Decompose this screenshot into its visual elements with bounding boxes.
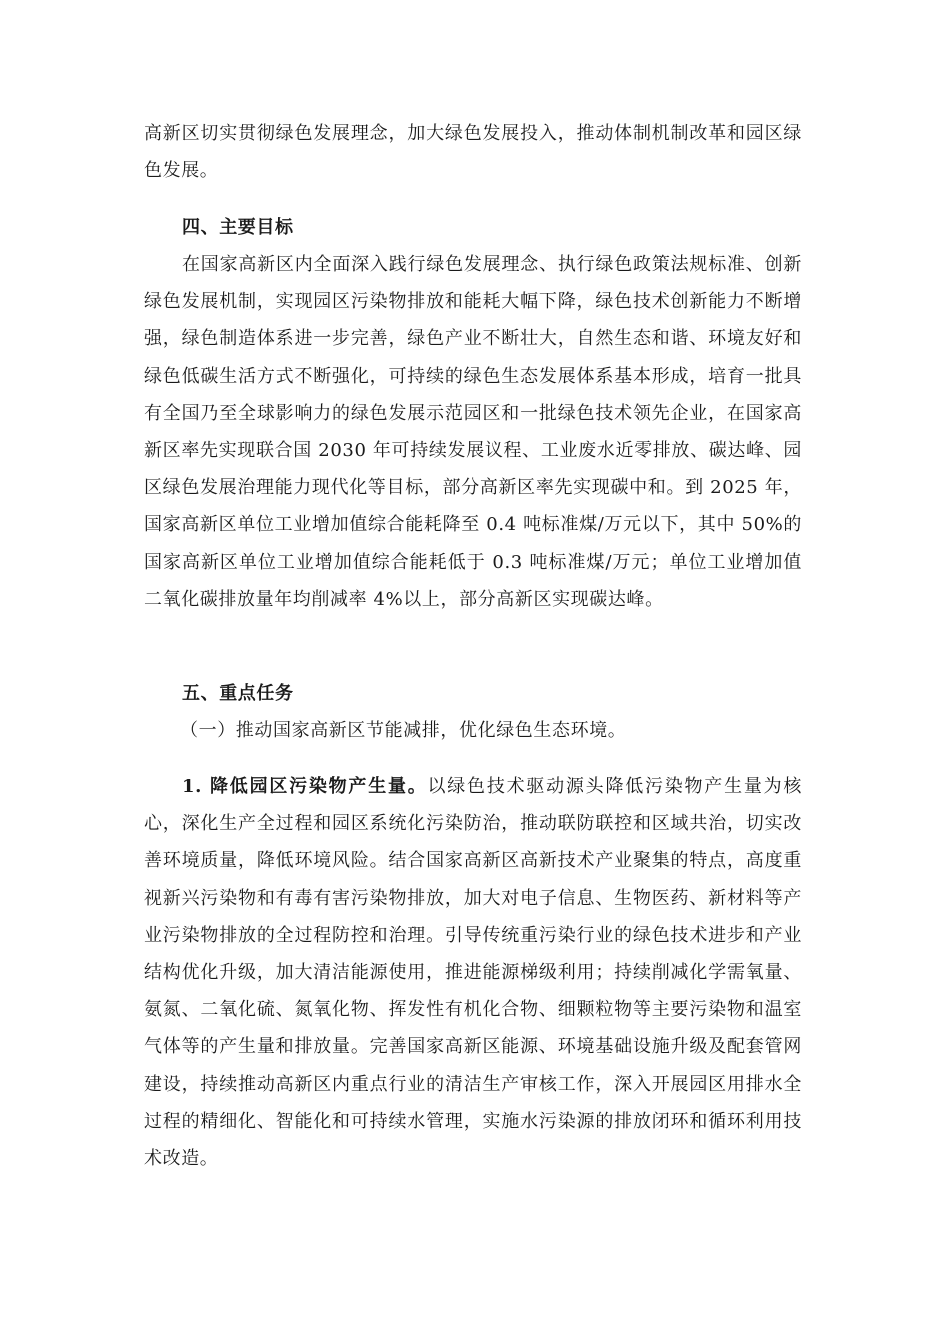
section-5-subheading: （一）推动国家高新区节能减排，优化绿色生态环境。 [180,720,627,741]
task-item-1-body: 以绿色技术驱动源头降低污染物产生量为核心，深化生产全过程和园区系统化污染防治，推动联防联控和区域共治，切实改善环境质量，降低环境风险。结合国家高新区高新技术产业聚集的特点，高度重视新兴污染物和有毒有害污染物排放，加大对电子信息、生物医药、新材料等产业污染物排放的全过程防控和治理。引导传统重污染行业的绿色技术进步和产业结构优化升级，加大清洁能源使用，推进能源梯级利用；持续削减化学需氧量、氨氮、二氧化硫、氮氧化物、挥发性有机化合物、细颗粒物等主要污染物和温室气体等的产生量和排放量。完善国家高新区能源、环境基础设施升级及配套管网建设，持续推动高新区内重点行业的清洁生产审核工作，深入开展园区用排水全过程的精细化、智能化和可持续水管理，实施水污染源的排放闭环和循环利用技术改造。 [144,776,802,1170]
section-4-heading: 四、主要目标 [182,217,294,238]
intro-paragraph: 高新区切实贯彻绿色发展理念，加大绿色发展投入，推动体制机制改革和园区绿色发展。 [144,123,802,182]
task-item-1 [144,768,802,1177]
section-5-heading: 五、重点任务 [182,683,294,704]
section-4-paragraph: 在国家高新区内全面深入践行绿色发展理念、执行绿色政策法规标准、创新绿色发展机制，实现园区污染物排放和能耗大幅下降，绿色技术创新能力不断增强，绿色制造体系进一步完善，绿色产业不断壮大，自然生态和谐、环境友好和绿色低碳生活方式不断强化，可持续的绿色生态发展体系基本形成，培育一批具有全国乃至全球影响力的绿色发展示范园区和一批绿色技术领先企业，在国家高新区率先实现联合国 2030 年可持续发展议程、工业废水近零排放、碳达峰、园区绿色发展治理能力现代化等目标，部分高新区率先实现碳中和。到 2025 年，国家高新区单位工业增加值综合能耗降至 0.4 吨标准煤/万元以下，其中 50%的国家高新区单位工业增加值综合能耗低于 0.3 吨标准煤/万元；单位工业增加值二氧化碳排放量年均削减率 4%以上，部分高新区实现碳达峰。 [144,254,802,610]
task-item-1-title: 1. 降低园区污染物产生量。 [182,776,428,797]
